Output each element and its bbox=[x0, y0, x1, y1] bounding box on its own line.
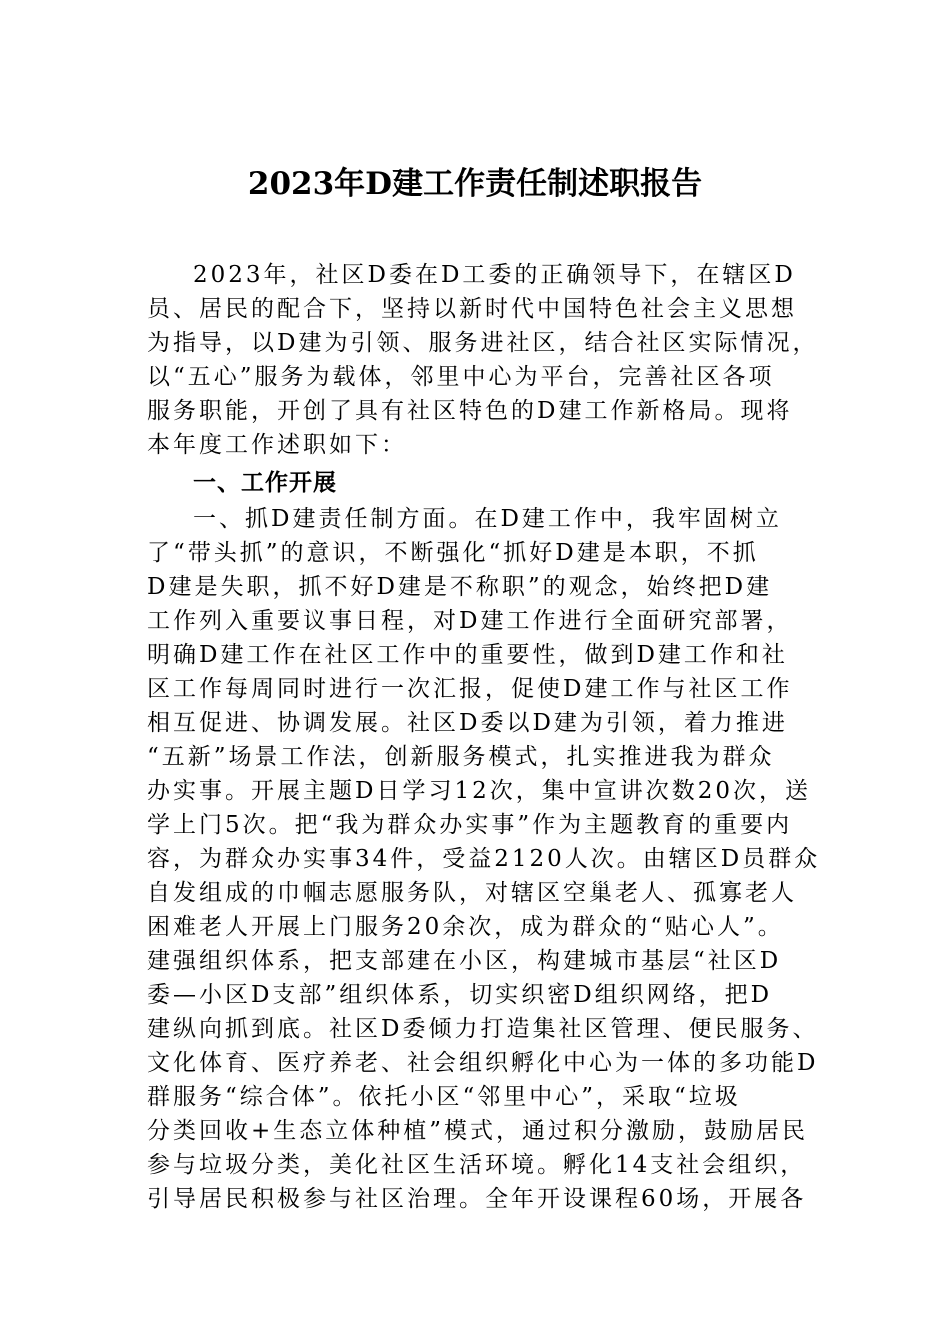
paragraph-line: 文化体育、医疗养老、社会组织孵化中心为一体的多功能D bbox=[147, 1050, 819, 1076]
section-heading: 一、工作开展 bbox=[193, 470, 337, 496]
paragraph-line: 引导居民积极参与社区治理。全年开设课程60场，开展各 bbox=[147, 1186, 807, 1212]
paragraph-line: 办实事。开展主题D日学习12次，集中宣讲次数20次，送 bbox=[147, 778, 811, 804]
paragraph-line: 容，为群众办实事34件，受益2120人次。由辖区D员群众 bbox=[147, 846, 821, 872]
paragraph-line: 委—小区D支部”组织体系，切实织密D组织网络，把D bbox=[147, 982, 773, 1008]
paragraph-line: 分类回收+生态立体种植”模式，通过积分激励，鼓励居民 bbox=[147, 1118, 809, 1144]
paragraph-line: 2023年，社区D委在D工委的正确领导下，在辖区D bbox=[193, 262, 796, 288]
paragraph-line: 服务职能，开创了具有社区特色的D建工作新格局。现将 bbox=[147, 398, 793, 424]
paragraph-line: 一、抓D建责任制方面。在D建工作中，我牢固树立 bbox=[193, 506, 782, 532]
paragraph-line: 员、居民的配合下，坚持以新时代中国特色社会主义思想 bbox=[147, 296, 797, 322]
paragraph-line: 困难老人开展上门服务20余次，成为群众的“贴心人”。 bbox=[147, 914, 784, 940]
paragraph-line: “五新”场景工作法，创新服务模式，扎实推进我为群众 bbox=[147, 744, 775, 770]
paragraph-line: 建纵向抓到底。社区D委倾力打造集社区管理、便民服务、 bbox=[147, 1016, 819, 1042]
paragraph-line: 区工作每周同时进行一次汇报，促使D建工作与社区工作 bbox=[147, 676, 793, 702]
paragraph-line: 本年度工作述职如下： bbox=[147, 432, 407, 458]
paragraph-line: 了“带头抓”的意识，不断强化“抓好D建是本职，不抓 bbox=[147, 540, 759, 566]
paragraph-line: 明确D建工作在社区工作中的重要性，做到D建工作和社 bbox=[147, 642, 788, 668]
document-title: 2023年D建工作责任制述职报告 bbox=[247, 166, 703, 202]
paragraph-line: 为指导，以D建为引领、服务进社区，结合社区实际情况， bbox=[147, 330, 819, 356]
paragraph-line: 学上门5次。把“我为群众办实事”作为主题教育的重要内 bbox=[147, 812, 793, 838]
paragraph-line: 以“五心”服务为载体，邻里中心为平台，完善社区各项 bbox=[147, 364, 775, 390]
paragraph-line: 建强组织体系，把支部建在小区，构建城市基层“社区D bbox=[147, 948, 782, 974]
paragraph-line: 相互促进、协调发展。社区D委以D建为引领，着力推进 bbox=[147, 710, 788, 736]
paragraph-line: 群服务“综合体”。依托小区“邻里中心”，采取“垃圾 bbox=[147, 1084, 741, 1110]
paragraph-line: 参与垃圾分类，美化社区生活环境。孵化14支社会组织， bbox=[147, 1152, 807, 1178]
paragraph-line: 自发组成的巾帼志愿服务队，对辖区空巢老人、孤寡老人 bbox=[147, 880, 797, 906]
paragraph-line: 工作列入重要议事日程，对D建工作进行全面研究部署， bbox=[147, 608, 793, 634]
paragraph-line: D建是失职，抓不好D建是不称职”的观念，始终把D建 bbox=[147, 574, 773, 600]
